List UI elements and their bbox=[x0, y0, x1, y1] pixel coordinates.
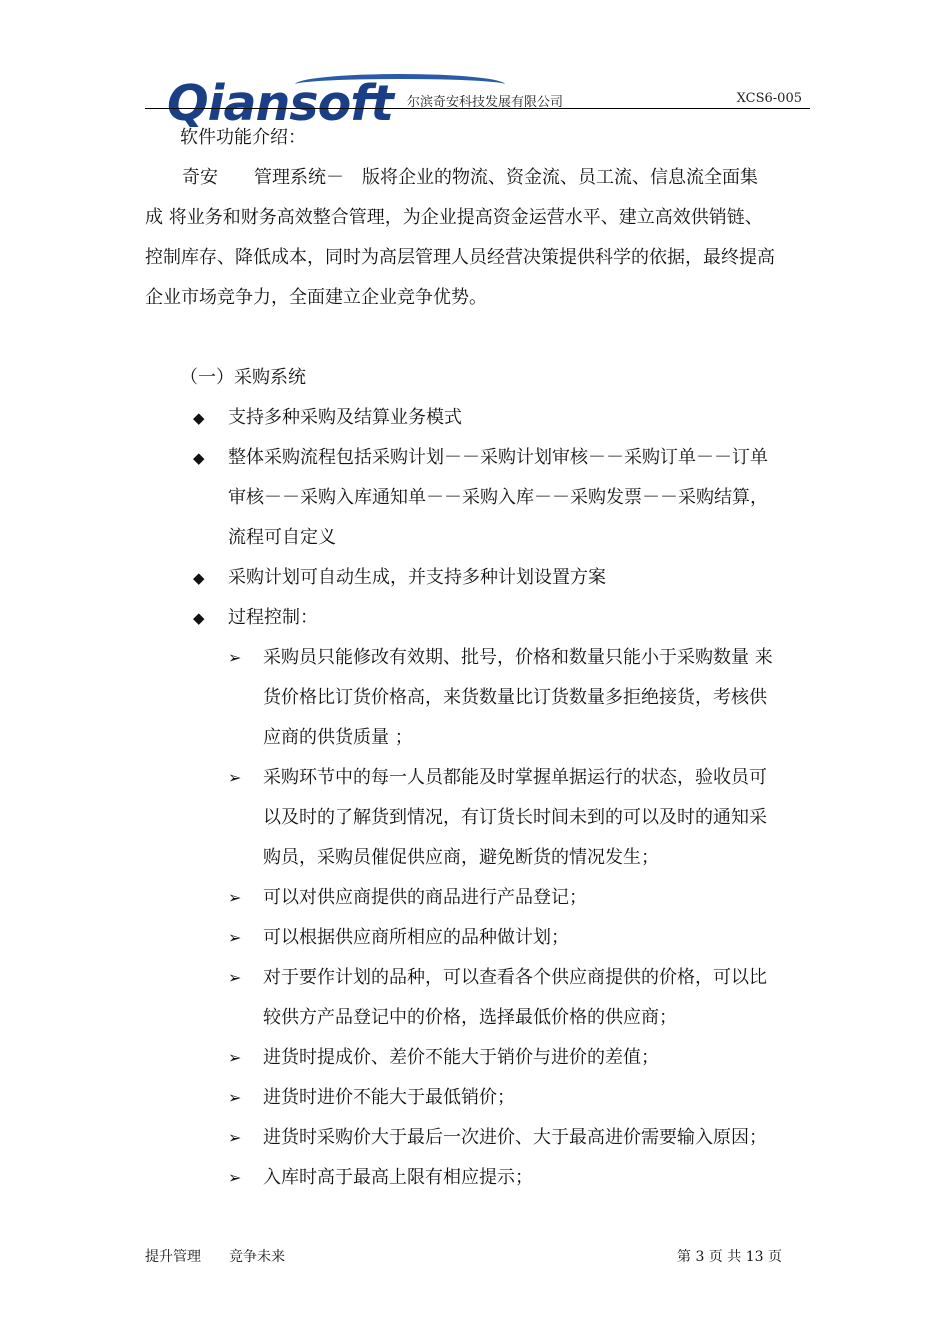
sub-bullet-text: 购员，采购员催促供应商，避免断货的情况发生； bbox=[263, 847, 659, 868]
sub-bullet-text: 进货时进价不能大于最低销价； bbox=[263, 1087, 515, 1108]
arrow-bullet-icon: ➢ bbox=[228, 1088, 242, 1107]
sub-bullet-text: 进货时采购价大于最后一次进价、大于最高进价需要输入原因； bbox=[263, 1127, 767, 1148]
bullet-item bbox=[193, 398, 810, 438]
sub-bullet-item bbox=[228, 638, 810, 758]
section-title: （一）采购系统 bbox=[180, 367, 306, 388]
company-logo: Qiansoft bbox=[167, 75, 393, 132]
sub-bullet-text: 采购环节中的每一人员都能及时掌握单据运行的状态，验收员可 bbox=[263, 767, 767, 788]
sub-bullet-item bbox=[228, 878, 810, 918]
sub-bullet-text: 可以对供应商提供的商品进行产品登记； bbox=[263, 887, 587, 908]
arrow-bullet-icon: ➢ bbox=[228, 928, 242, 947]
bullet-item bbox=[193, 438, 810, 558]
footer-page-number: 第 3 页 共 13 页 bbox=[677, 1249, 782, 1265]
intro-title: 软件功能介绍： bbox=[180, 127, 306, 148]
bullet-text: 审核－－采购入库通知单－－采购入库－－采购发票－－采购结算， bbox=[228, 487, 768, 508]
bullet-item bbox=[193, 558, 810, 598]
sub-bullet-item bbox=[228, 958, 810, 1038]
sub-bullet-text: 货价格比订货价格高，来货数量比订货数量多拒绝接货，考核供 bbox=[263, 687, 767, 708]
diamond-bullet-icon: ◆ bbox=[193, 449, 205, 467]
bullet-text: 采购计划可自动生成，并支持多种计划设置方案 bbox=[228, 567, 606, 588]
diamond-bullet-icon: ◆ bbox=[193, 569, 205, 587]
sub-bullet-item bbox=[228, 1078, 810, 1118]
intro-line: 奇安 管理系统－ 版将企业的物流、资金流、员工流、信息流全面集 bbox=[182, 167, 758, 188]
page-header bbox=[145, 75, 810, 132]
bullet-list bbox=[193, 398, 810, 1198]
sub-bullet-text: 应商的供货质量 ； bbox=[263, 727, 413, 748]
sub-bullet-text: 对于要作计划的品种，可以查看各个供应商提供的价格，可以比 bbox=[263, 967, 767, 988]
header-company-name: 尔滨奇安科技发展有限公司 bbox=[407, 95, 564, 110]
sub-bullet-text: 较供方产品登记中的价格，选择最低价格的供应商； bbox=[263, 1007, 677, 1028]
arrow-bullet-icon: ➢ bbox=[228, 648, 242, 667]
sub-bullet-text: 进货时提成价、差价不能大于销价与进价的差值； bbox=[263, 1047, 659, 1068]
intro-paragraph bbox=[145, 158, 810, 318]
sub-bullet-text: 以及时的了解货到情况，有订货长时间未到的可以及时的通知采 bbox=[263, 807, 767, 828]
sub-bullet-text: 入库时高于最高上限有相应提示； bbox=[263, 1167, 533, 1188]
header-doc-code: XCS6-005 bbox=[736, 91, 802, 106]
footer-slogan: 提升管理 竞争未来 bbox=[145, 1249, 285, 1265]
arrow-bullet-icon: ➢ bbox=[228, 768, 242, 787]
bullet-text: 流程可自定义 bbox=[228, 527, 336, 548]
bullet-text: 支持多种采购及结算业务模式 bbox=[228, 407, 462, 428]
sub-bullet-item bbox=[228, 1158, 810, 1198]
sub-bullet-item bbox=[228, 758, 810, 878]
intro-line: 企业市场竞争力，全面建立企业竞争优势。 bbox=[145, 287, 487, 308]
sub-bullet-text: 采购员只能修改有效期、批号，价格和数量只能小于采购数量 来 bbox=[263, 647, 773, 668]
arrow-bullet-icon: ➢ bbox=[228, 888, 242, 907]
sub-bullet-list bbox=[228, 638, 810, 1198]
sub-bullet-item bbox=[228, 1118, 810, 1158]
diamond-bullet-icon: ◆ bbox=[193, 609, 205, 627]
header-rule bbox=[145, 108, 810, 109]
arrow-bullet-icon: ➢ bbox=[228, 1048, 242, 1067]
diamond-bullet-icon: ◆ bbox=[193, 409, 205, 427]
bullet-item bbox=[193, 598, 810, 1198]
intro-line: 控制库存、降低成本，同时为高层管理人员经营决策提供科学的依据，最终提高 bbox=[145, 247, 775, 268]
bullet-text: 整体采购流程包括采购计划－－采购计划审核－－采购订单－－订单 bbox=[228, 447, 768, 468]
intro-line: 成 将业务和财务高效整合管理，为企业提高资金运营水平、建立高效供销链、 bbox=[145, 207, 763, 228]
sub-bullet-item bbox=[228, 918, 810, 958]
sub-bullet-text: 可以根据供应商所相应的品种做计划； bbox=[263, 927, 569, 948]
sub-bullet-item bbox=[228, 1038, 810, 1078]
bullet-text: 过程控制： bbox=[228, 607, 318, 628]
arrow-bullet-icon: ➢ bbox=[228, 1128, 242, 1147]
arrow-bullet-icon: ➢ bbox=[228, 968, 242, 987]
arrow-bullet-icon: ➢ bbox=[228, 1168, 242, 1187]
